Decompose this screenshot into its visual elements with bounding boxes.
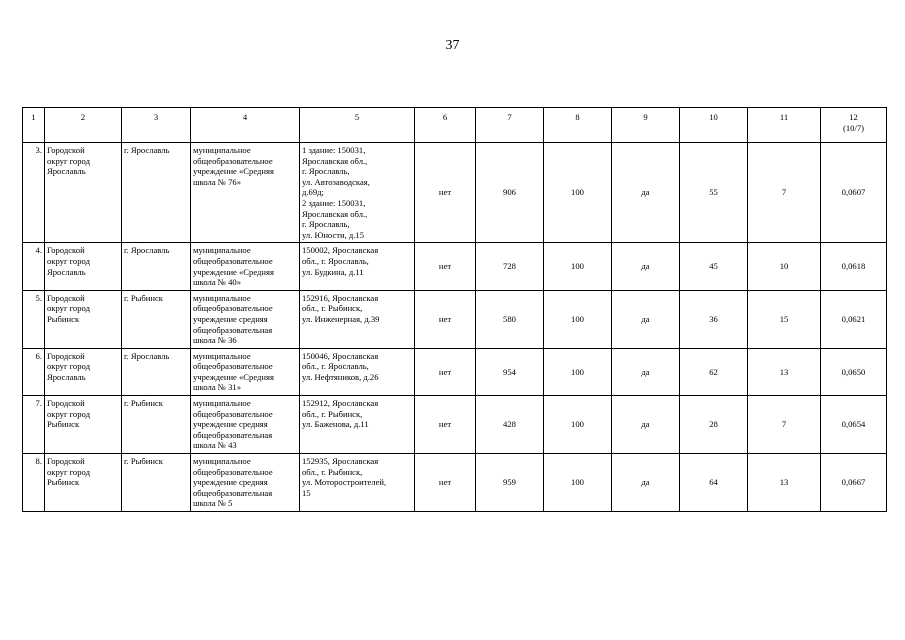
district-cell xyxy=(45,348,122,395)
col-11-value: 7 xyxy=(748,143,821,243)
table-row xyxy=(23,290,887,348)
header-row xyxy=(23,108,887,143)
city-cell: г. Ярославль xyxy=(122,143,191,243)
city-cell: г. Рыбинск xyxy=(122,290,191,348)
district-line: Городской xyxy=(47,350,85,361)
table-row xyxy=(23,396,887,454)
institution-line: учреждение «Средняя xyxy=(193,166,274,177)
district-line: Городской xyxy=(47,245,85,256)
header-cell-2: 2 xyxy=(45,108,122,143)
institution-line: муниципальное xyxy=(193,398,251,409)
col-6-value: нет xyxy=(415,348,476,395)
header-cell-12-formula: (10/7) xyxy=(842,122,864,133)
address-cell xyxy=(300,143,415,243)
institution-line: общеобразовательное xyxy=(193,408,273,419)
address-line: 150046, Ярославская xyxy=(302,350,379,361)
address-line: 15 xyxy=(302,487,311,498)
col-10-value: 28 xyxy=(680,396,748,454)
address-line: обл., г. Ярославль, xyxy=(302,361,369,372)
col-7-value: 728 xyxy=(476,243,544,290)
address-line: ул. Баженова, д.11 xyxy=(302,419,369,430)
header-cell-12-label: 12 xyxy=(849,112,858,122)
address-line: ул. Автозаводская, xyxy=(302,176,370,187)
institution-line: общеобразовательная xyxy=(193,487,273,498)
address-line: обл., г. Рыбинск, xyxy=(302,303,363,314)
institution-line: школа № 40» xyxy=(193,277,242,288)
institution-line: учреждение «Средняя xyxy=(193,266,274,277)
institution-cell xyxy=(191,290,300,348)
col-9-value: да xyxy=(612,348,680,395)
institution-line: школа № 43 xyxy=(193,440,237,451)
col-8-value: 100 xyxy=(544,243,612,290)
district-line: округ город xyxy=(47,361,90,372)
col-11-value: 13 xyxy=(748,454,821,512)
institution-cell xyxy=(191,396,300,454)
institution-line: общеобразовательное xyxy=(193,361,273,372)
address-line: Ярославская обл., xyxy=(302,208,368,219)
address-cell xyxy=(300,396,415,454)
district-cell xyxy=(45,290,122,348)
institution-line: муниципальное xyxy=(193,456,251,467)
institution-line: муниципальное xyxy=(193,145,251,155)
col-12-value: 0,0667 xyxy=(821,454,887,512)
address-line: 152912, Ярославская xyxy=(302,398,379,409)
district-line: Городской xyxy=(47,292,85,303)
col-9-value: да xyxy=(612,243,680,290)
address-line: Ярославская обл., xyxy=(302,155,368,166)
district-line: Ярославль xyxy=(47,166,86,177)
district-line: округ город xyxy=(47,255,90,266)
header-cell-3: 3 xyxy=(122,108,191,143)
col-8-value: 100 xyxy=(544,454,612,512)
header-cell-1: 1 xyxy=(23,108,45,143)
col-7-value: 580 xyxy=(476,290,544,348)
col-12-value: 0,0650 xyxy=(821,348,887,395)
institution-line: муниципальное xyxy=(193,350,251,361)
district-line: округ город xyxy=(47,155,90,166)
row-number: 7. xyxy=(23,396,45,454)
address-line: ул. Юности, д.15 xyxy=(302,229,365,240)
col-11-value: 10 xyxy=(748,243,821,290)
address-line: обл., г. Ярославль, xyxy=(302,255,369,266)
col-10-value: 64 xyxy=(680,454,748,512)
table-row xyxy=(23,454,887,512)
district-line: округ город xyxy=(47,466,90,477)
district-line: Ярославль xyxy=(47,371,86,382)
institution-line: школа № 31» xyxy=(193,382,242,393)
header-cell-11: 11 xyxy=(748,108,821,143)
col-12-value: 0,0607 xyxy=(821,143,887,243)
col-8-value: 100 xyxy=(544,396,612,454)
col-6-value: нет xyxy=(415,143,476,243)
header-cell-9: 9 xyxy=(612,108,680,143)
institution-line: муниципальное xyxy=(193,292,251,303)
district-cell xyxy=(45,454,122,512)
address-line: ул. Будкина, д.11 xyxy=(302,266,364,277)
institution-line: учреждение «Средняя xyxy=(193,371,274,382)
header-cell-12 xyxy=(821,108,887,143)
address-line: г. Ярославль, xyxy=(302,166,350,177)
institution-line: общеобразовательная xyxy=(193,429,273,440)
institution-line: общеобразовательная xyxy=(193,324,273,335)
institution-line: учреждение средняя xyxy=(193,313,268,324)
address-line: ул. Моторостроителей, xyxy=(302,477,387,488)
col-9-value: да xyxy=(612,396,680,454)
district-line: Городской xyxy=(47,398,85,409)
col-11-value: 13 xyxy=(748,348,821,395)
institution-cell xyxy=(191,143,300,243)
row-number: 3. xyxy=(23,143,45,243)
col-6-value: нет xyxy=(415,396,476,454)
address-cell xyxy=(300,348,415,395)
col-10-value: 45 xyxy=(680,243,748,290)
address-line: г. Ярославль, xyxy=(302,219,350,230)
col-10-value: 55 xyxy=(680,143,748,243)
row-number: 6. xyxy=(23,348,45,395)
col-10-value: 36 xyxy=(680,290,748,348)
address-line: 152916, Ярославская xyxy=(302,292,379,303)
address-line: 1 здание: 150031, xyxy=(302,145,366,155)
col-7-value: 959 xyxy=(476,454,544,512)
institution-line: школа № 5 xyxy=(193,498,233,509)
header-cell-4: 4 xyxy=(191,108,300,143)
district-cell xyxy=(45,243,122,290)
institution-line: муниципальное xyxy=(193,245,251,256)
col-11-value: 7 xyxy=(748,396,821,454)
table-row xyxy=(23,143,887,243)
col-9-value: да xyxy=(612,290,680,348)
institution-line: общеобразовательное xyxy=(193,255,273,266)
header-cell-6: 6 xyxy=(415,108,476,143)
institution-line: учреждение средняя xyxy=(193,419,268,430)
district-line: Ярославль xyxy=(47,266,86,277)
col-12-value: 0,0618 xyxy=(821,243,887,290)
col-8-value: 100 xyxy=(544,348,612,395)
row-number: 5. xyxy=(23,290,45,348)
institution-cell xyxy=(191,243,300,290)
district-line: Рыбинск xyxy=(47,313,80,324)
col-11-value: 15 xyxy=(748,290,821,348)
institution-line: общеобразовательное xyxy=(193,303,273,314)
district-line: округ город xyxy=(47,303,90,314)
col-7-value: 428 xyxy=(476,396,544,454)
page-number: 37 xyxy=(445,38,460,53)
header-cell-5: 5 xyxy=(300,108,415,143)
col-6-value: нет xyxy=(415,243,476,290)
district-cell xyxy=(45,143,122,243)
institution-line: школа № 36 xyxy=(193,335,237,346)
city-cell: г. Рыбинск xyxy=(122,454,191,512)
col-8-value: 100 xyxy=(544,290,612,348)
col-12-value: 0,0654 xyxy=(821,396,887,454)
district-line: Рыбинск xyxy=(47,419,80,430)
city-cell: г. Ярославль xyxy=(122,348,191,395)
district-line: округ город xyxy=(47,408,90,419)
institution-line: общеобразовательное xyxy=(193,466,273,477)
district-line: Рыбинск xyxy=(47,477,80,488)
col-6-value: нет xyxy=(415,454,476,512)
header-cell-8: 8 xyxy=(544,108,612,143)
address-line: д.69д; xyxy=(302,187,324,198)
district-line: Городской xyxy=(47,145,85,155)
table-row xyxy=(23,348,887,395)
header-cell-7: 7 xyxy=(476,108,544,143)
table-row xyxy=(23,243,887,290)
address-cell xyxy=(300,243,415,290)
col-12-value: 0,0621 xyxy=(821,290,887,348)
institution-cell xyxy=(191,348,300,395)
row-number: 8. xyxy=(23,454,45,512)
district-cell xyxy=(45,396,122,454)
institution-line: учреждение средняя xyxy=(193,477,268,488)
col-6-value: нет xyxy=(415,290,476,348)
col-9-value: да xyxy=(612,143,680,243)
address-line: ул. Инженерная, д.39 xyxy=(302,313,380,324)
address-line: обл., г. Рыбинск, xyxy=(302,408,363,419)
address-line: ул. Нефтяников, д.26 xyxy=(302,371,379,382)
data-table xyxy=(22,107,887,512)
address-line: 2 здание: 150031, xyxy=(302,197,366,208)
city-cell: г. Ярославль xyxy=(122,243,191,290)
address-cell xyxy=(300,290,415,348)
district-line: Городской xyxy=(47,456,85,467)
header-cell-10: 10 xyxy=(680,108,748,143)
col-10-value: 62 xyxy=(680,348,748,395)
institution-line: школа № 76» xyxy=(193,176,242,187)
address-cell xyxy=(300,454,415,512)
institution-line: общеобразовательное xyxy=(193,155,273,166)
address-line: 152935, Ярославская xyxy=(302,456,379,467)
address-line: 150002, Ярославская xyxy=(302,245,379,256)
institution-cell xyxy=(191,454,300,512)
col-9-value: да xyxy=(612,454,680,512)
city-cell: г. Рыбинск xyxy=(122,396,191,454)
col-7-value: 906 xyxy=(476,143,544,243)
col-8-value: 100 xyxy=(544,143,612,243)
row-number: 4. xyxy=(23,243,45,290)
col-7-value: 954 xyxy=(476,348,544,395)
address-line: обл., г. Рыбинск, xyxy=(302,466,363,477)
